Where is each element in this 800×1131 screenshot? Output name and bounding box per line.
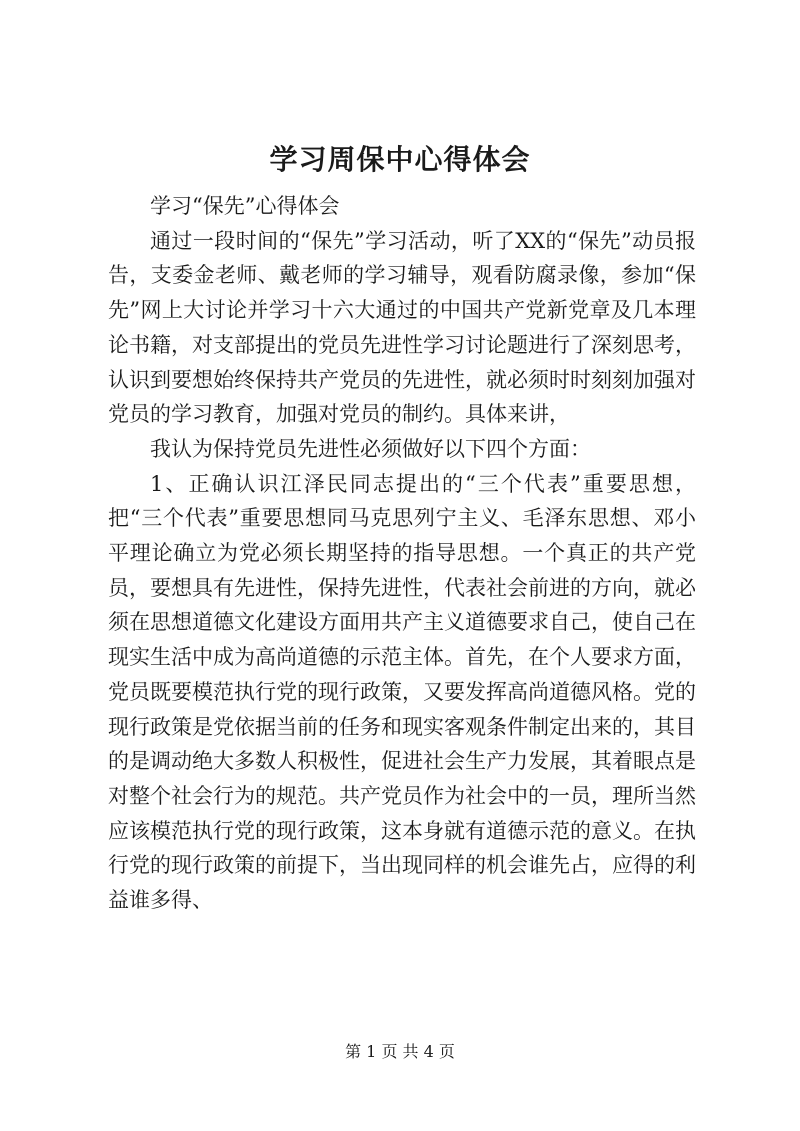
page-number-footer: 第 1 页 共 4 页 — [345, 1042, 455, 1061]
subtitle-paragraph: 学习“保先”心得体会 — [150, 194, 340, 218]
body-paragraph: 1、正确认识江泽民同志提出的“三个代表”重要思想，把“三个代表”重要思想同马克思列宁主义、毛泽东思想、邓小平理论确立为党必须长期坚持的指导思想。一个真正的共产党员，要想具有先进性，保持先进性，代表社会前进的方向，就必须在思想道德文化建设方面用共产主义道德要求自己，使自己在现实生活中成为高尚道德的示范主体。首先，在个人要求方面，党员既要模范执行党的现行政策，又要发挥高尚道德风格。党的现行政策是党依据当前的任务和现实客观条件制定出来的，其目的是调动绝大多数人积极性，促进社会生产力发展，其着眼点是对整个社会行为的规范。共产党员作为社会中的一员，理所当然应该模范执行党的现行政策，这本身就有道德示范的意义。在执行党的现行政策的前提下，当出现同样的机会谁先占，应得的利益谁多得、 — [108, 471, 696, 913]
body-paragraph: 通过一段时间的“保先”学习活动，听了XX的“保先”动员报告，支委金老师、戴老师的学习辅导，观看防腐录像，参加“保先”网上大讨论并学习十六大通过的中国共产党新党章及几本理论书籍，对支部提出的党员先进性学习讨论题进行了深刻思考，认识到要想始终保持共产党员的先进性，就必须时时刻刻加强对党员的学习教育，加强对党员的制约。具体来讲， — [108, 228, 696, 427]
body-paragraph: 我认为保持党员先进性必须做好以下四个方面： — [150, 436, 591, 461]
document-title: 学习周保中心得体会 — [269, 143, 531, 176]
document-body — [108, 189, 696, 918]
